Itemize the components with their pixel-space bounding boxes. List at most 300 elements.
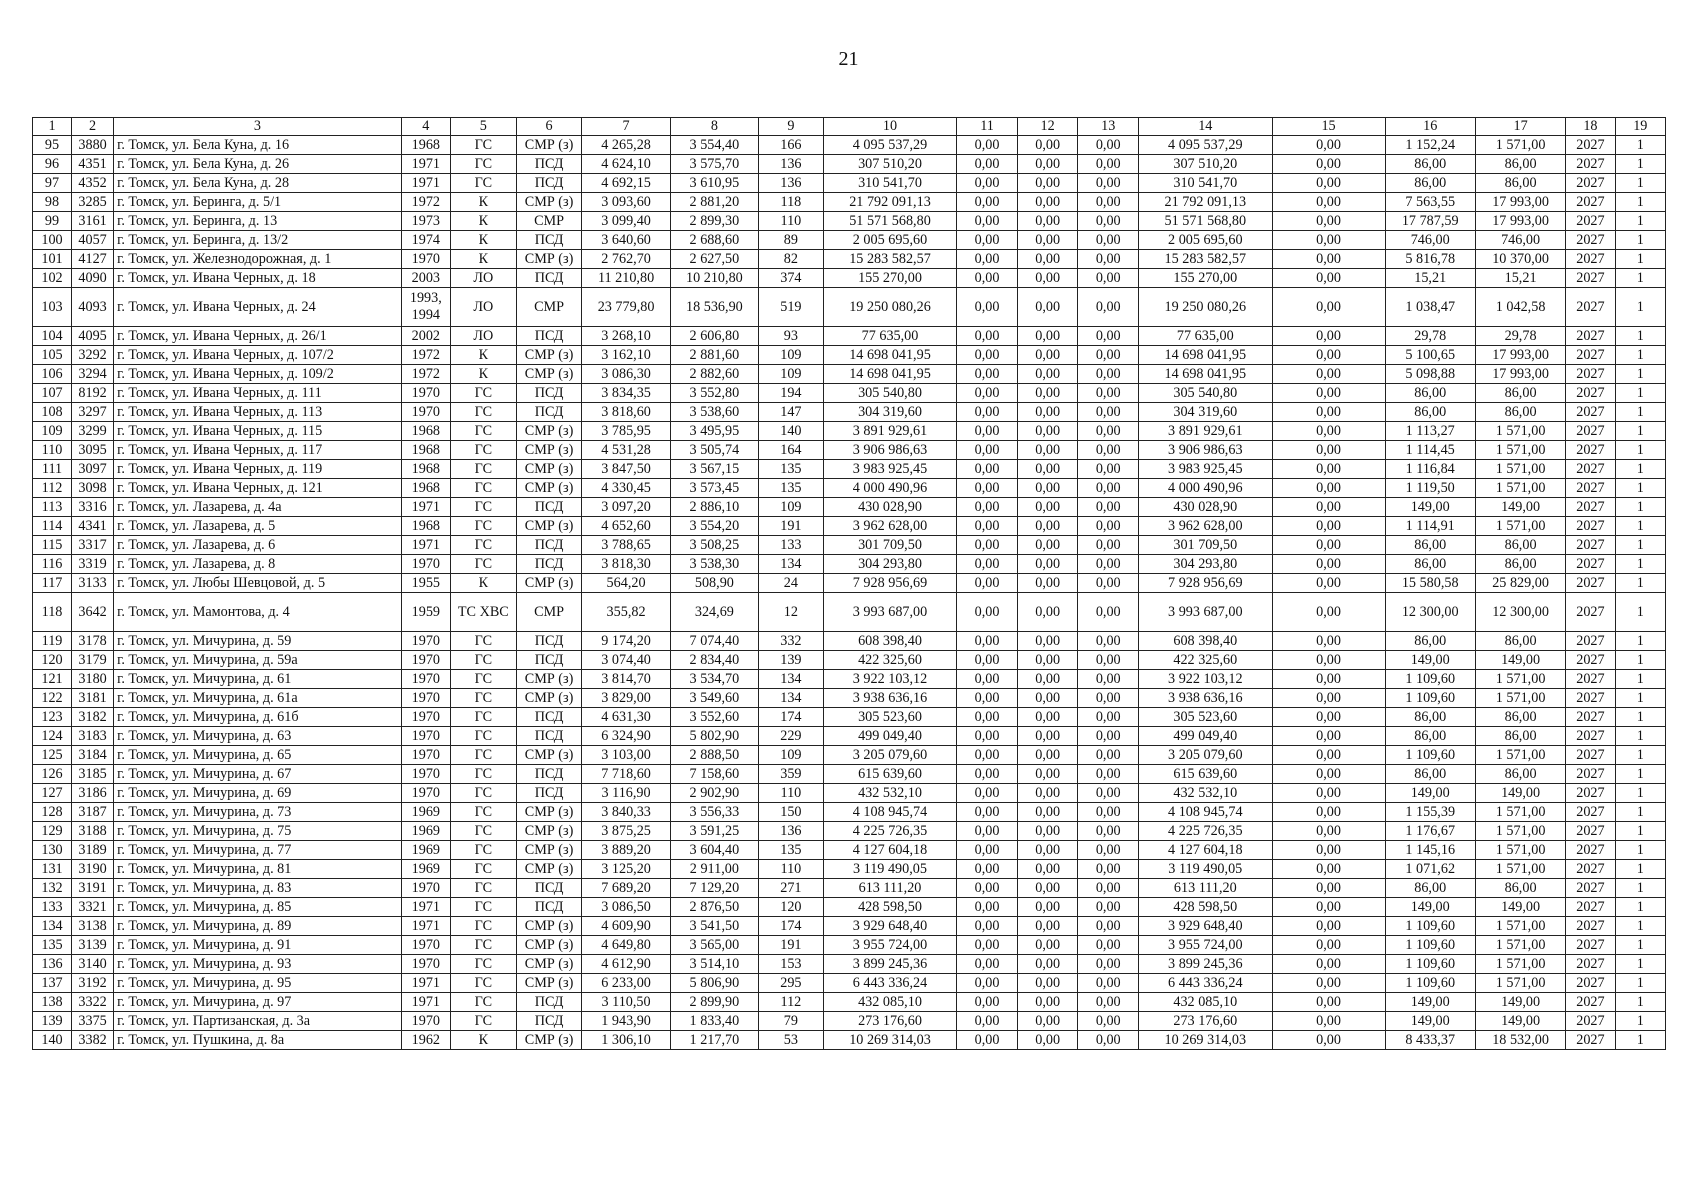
- cell-col-17: 1 042,58: [1475, 288, 1565, 327]
- cell-col-8: 1 833,40: [670, 1012, 758, 1031]
- cell-col-4: 1971: [401, 974, 450, 993]
- cell-col-7: 1 306,10: [582, 1031, 670, 1050]
- cell-col-19: 1: [1615, 841, 1665, 860]
- cell-col-4: 1973: [401, 212, 450, 231]
- cell-col-5: ГС: [450, 879, 516, 898]
- cell-col-13: 0,00: [1078, 536, 1139, 555]
- cell-col-8: 3 514,10: [670, 955, 758, 974]
- cell-col-8: 3 567,15: [670, 460, 758, 479]
- column-header-4: 4: [401, 118, 450, 136]
- cell-col-5: ГС: [450, 422, 516, 441]
- cell-col-6: СМР (з): [516, 1031, 582, 1050]
- cell-col-2: 4127: [72, 250, 114, 269]
- cell-col-2: 3179: [72, 651, 114, 670]
- cell-col-10: 4 095 537,29: [823, 136, 957, 155]
- table-row: [33, 517, 1666, 536]
- cell-col-1: 107: [33, 384, 72, 403]
- table-row: [33, 860, 1666, 879]
- table-row: [33, 441, 1666, 460]
- cell-col-18: 2027: [1566, 479, 1615, 498]
- cell-col-6: СМР (з): [516, 517, 582, 536]
- cell-col-6: СМР: [516, 593, 582, 632]
- cell-col-17: 1 571,00: [1475, 822, 1565, 841]
- cell-col-13: 0,00: [1078, 460, 1139, 479]
- cell-col-10: 428 598,50: [823, 898, 957, 917]
- cell-col-6: СМР (з): [516, 193, 582, 212]
- cell-col-5: ГС: [450, 441, 516, 460]
- cell-col-3: г. Томск, ул. Лазарева, д. 6: [114, 536, 402, 555]
- cell-col-11: 0,00: [957, 632, 1018, 651]
- table-row: [33, 422, 1666, 441]
- column-header-3: 3: [114, 118, 402, 136]
- cell-col-18: 2027: [1566, 708, 1615, 727]
- cell-col-6: СМР (з): [516, 822, 582, 841]
- cell-col-4: 1969: [401, 803, 450, 822]
- cell-col-11: 0,00: [957, 403, 1018, 422]
- cell-col-9: 150: [759, 803, 824, 822]
- cell-col-3: г. Томск, ул. Мамонтова, д. 4: [114, 593, 402, 632]
- cell-col-14: 21 792 091,13: [1139, 193, 1273, 212]
- cell-col-19: 1: [1615, 803, 1665, 822]
- cell-col-15: 0,00: [1272, 879, 1385, 898]
- cell-col-5: ГС: [450, 632, 516, 651]
- cell-col-14: 4 225 726,35: [1139, 822, 1273, 841]
- cell-col-8: 3 534,70: [670, 670, 758, 689]
- column-header-11: 11: [957, 118, 1018, 136]
- cell-col-15: 0,00: [1272, 231, 1385, 250]
- cell-col-19: 1: [1615, 936, 1665, 955]
- table-row: [33, 269, 1666, 288]
- cell-col-14: 6 443 336,24: [1139, 974, 1273, 993]
- cell-col-19: 1: [1615, 822, 1665, 841]
- cell-col-1: 113: [33, 498, 72, 517]
- cell-col-15: 0,00: [1272, 746, 1385, 765]
- cell-col-5: ГС: [450, 479, 516, 498]
- cell-col-10: 4 108 945,74: [823, 803, 957, 822]
- cell-col-17: 1 571,00: [1475, 422, 1565, 441]
- cell-col-8: 2 606,80: [670, 327, 758, 346]
- cell-col-6: СМР (з): [516, 955, 582, 974]
- cell-col-9: 24: [759, 574, 824, 593]
- cell-col-3: г. Томск, ул. Мичурина, д. 59: [114, 632, 402, 651]
- cell-col-2: 3178: [72, 632, 114, 651]
- cell-col-16: 15,21: [1385, 269, 1475, 288]
- cell-col-1: 109: [33, 422, 72, 441]
- cell-col-6: ПСД: [516, 498, 582, 517]
- table-row: [33, 460, 1666, 479]
- cell-col-13: 0,00: [1078, 212, 1139, 231]
- cell-col-12: 0,00: [1017, 689, 1078, 708]
- cell-col-11: 0,00: [957, 517, 1018, 536]
- cell-col-3: г. Томск, ул. Ивана Черных, д. 26/1: [114, 327, 402, 346]
- cell-col-17: 1 571,00: [1475, 955, 1565, 974]
- cell-col-17: 86,00: [1475, 155, 1565, 174]
- cell-col-5: ГС: [450, 993, 516, 1012]
- cell-col-5: ГС: [450, 536, 516, 555]
- cell-col-4: 1970: [401, 670, 450, 689]
- table-row: [33, 784, 1666, 803]
- cell-col-8: 2 876,50: [670, 898, 758, 917]
- cell-col-2: 3161: [72, 212, 114, 231]
- cell-col-9: 109: [759, 346, 824, 365]
- cell-col-9: 12: [759, 593, 824, 632]
- cell-col-6: СМР (з): [516, 441, 582, 460]
- cell-col-9: 139: [759, 651, 824, 670]
- cell-col-2: 4352: [72, 174, 114, 193]
- table-row: [33, 841, 1666, 860]
- cell-col-16: 17 787,59: [1385, 212, 1475, 231]
- cell-col-1: 110: [33, 441, 72, 460]
- cell-col-6: СМР (з): [516, 479, 582, 498]
- cell-col-19: 1: [1615, 689, 1665, 708]
- cell-col-2: 4093: [72, 288, 114, 327]
- cell-col-12: 0,00: [1017, 193, 1078, 212]
- cell-col-12: 0,00: [1017, 555, 1078, 574]
- cell-col-8: 3 575,70: [670, 155, 758, 174]
- cell-col-5: ГС: [450, 708, 516, 727]
- column-header-8: 8: [670, 118, 758, 136]
- cell-col-14: 3 938 636,16: [1139, 689, 1273, 708]
- cell-col-11: 0,00: [957, 536, 1018, 555]
- cell-col-12: 0,00: [1017, 574, 1078, 593]
- cell-col-2: 3190: [72, 860, 114, 879]
- cell-col-16: 86,00: [1385, 174, 1475, 193]
- cell-col-14: 77 635,00: [1139, 327, 1273, 346]
- cell-col-11: 0,00: [957, 784, 1018, 803]
- cell-col-16: 86,00: [1385, 879, 1475, 898]
- cell-col-11: 0,00: [957, 727, 1018, 746]
- cell-col-2: 3880: [72, 136, 114, 155]
- cell-col-11: 0,00: [957, 136, 1018, 155]
- cell-col-3: г. Томск, ул. Мичурина, д. 95: [114, 974, 402, 993]
- cell-col-2: 3186: [72, 784, 114, 803]
- cell-col-6: СМР (з): [516, 574, 582, 593]
- column-header-10: 10: [823, 118, 957, 136]
- cell-col-18: 2027: [1566, 460, 1615, 479]
- cell-col-4: 1970: [401, 689, 450, 708]
- cell-col-14: 4 108 945,74: [1139, 803, 1273, 822]
- cell-col-3: г. Томск, ул. Мичурина, д. 73: [114, 803, 402, 822]
- cell-col-13: 0,00: [1078, 479, 1139, 498]
- cell-col-1: 103: [33, 288, 72, 327]
- cell-col-16: 1 109,60: [1385, 974, 1475, 993]
- cell-col-11: 0,00: [957, 288, 1018, 327]
- column-header-7: 7: [582, 118, 670, 136]
- cell-col-15: 0,00: [1272, 212, 1385, 231]
- cell-col-1: 118: [33, 593, 72, 632]
- cell-col-10: 432 532,10: [823, 784, 957, 803]
- cell-col-19: 1: [1615, 593, 1665, 632]
- cell-col-6: СМР (з): [516, 974, 582, 993]
- cell-col-18: 2027: [1566, 993, 1615, 1012]
- cell-col-18: 2027: [1566, 193, 1615, 212]
- cell-col-11: 0,00: [957, 498, 1018, 517]
- cell-col-17: 149,00: [1475, 1012, 1565, 1031]
- cell-col-16: 1 109,60: [1385, 917, 1475, 936]
- cell-col-15: 0,00: [1272, 803, 1385, 822]
- cell-col-6: ПСД: [516, 765, 582, 784]
- cell-col-14: 608 398,40: [1139, 632, 1273, 651]
- table-row: [33, 288, 1666, 327]
- cell-col-7: 6 233,00: [582, 974, 670, 993]
- cell-col-9: 135: [759, 479, 824, 498]
- cell-col-4: 1971: [401, 917, 450, 936]
- cell-col-1: 134: [33, 917, 72, 936]
- cell-col-6: ПСД: [516, 174, 582, 193]
- cell-col-18: 2027: [1566, 517, 1615, 536]
- cell-col-15: 0,00: [1272, 384, 1385, 403]
- cell-col-16: 1 071,62: [1385, 860, 1475, 879]
- cell-col-15: 0,00: [1272, 155, 1385, 174]
- cell-col-1: 135: [33, 936, 72, 955]
- cell-col-12: 0,00: [1017, 250, 1078, 269]
- cell-col-6: ПСД: [516, 898, 582, 917]
- cell-col-7: 3 099,40: [582, 212, 670, 231]
- cell-col-8: 3 541,50: [670, 917, 758, 936]
- cell-col-10: 2 005 695,60: [823, 231, 957, 250]
- cell-col-16: 1 152,24: [1385, 136, 1475, 155]
- cell-col-13: 0,00: [1078, 860, 1139, 879]
- cell-col-13: 0,00: [1078, 1031, 1139, 1050]
- cell-col-4: 1968: [401, 479, 450, 498]
- cell-col-5: ГС: [450, 689, 516, 708]
- cell-col-1: 106: [33, 365, 72, 384]
- cell-col-14: 3 983 925,45: [1139, 460, 1273, 479]
- cell-col-9: 79: [759, 1012, 824, 1031]
- cell-col-18: 2027: [1566, 555, 1615, 574]
- cell-col-12: 0,00: [1017, 879, 1078, 898]
- cell-col-10: 14 698 041,95: [823, 346, 957, 365]
- cell-col-8: 3 554,40: [670, 136, 758, 155]
- cell-col-12: 0,00: [1017, 346, 1078, 365]
- cell-col-7: 2 762,70: [582, 250, 670, 269]
- cell-col-16: 149,00: [1385, 1012, 1475, 1031]
- cell-col-5: К: [450, 1031, 516, 1050]
- table-row: [33, 384, 1666, 403]
- table-row: [33, 327, 1666, 346]
- cell-col-6: СМР (з): [516, 365, 582, 384]
- cell-col-19: 1: [1615, 346, 1665, 365]
- cell-col-19: 1: [1615, 1031, 1665, 1050]
- cell-col-16: 149,00: [1385, 498, 1475, 517]
- cell-col-16: 8 433,37: [1385, 1031, 1475, 1050]
- cell-col-5: ГС: [450, 174, 516, 193]
- cell-col-4: 1970: [401, 765, 450, 784]
- cell-col-13: 0,00: [1078, 974, 1139, 993]
- cell-col-14: 3 906 986,63: [1139, 441, 1273, 460]
- cell-col-7: 4 609,90: [582, 917, 670, 936]
- cell-col-14: 273 176,60: [1139, 1012, 1273, 1031]
- cell-col-16: 1 109,60: [1385, 955, 1475, 974]
- cell-col-16: 1 038,47: [1385, 288, 1475, 327]
- cell-col-14: 3 929 648,40: [1139, 917, 1273, 936]
- cell-col-9: 295: [759, 974, 824, 993]
- cell-col-7: 3 814,70: [582, 670, 670, 689]
- cell-col-1: 122: [33, 689, 72, 708]
- cell-col-3: г. Томск, ул. Беринга, д. 5/1: [114, 193, 402, 212]
- cell-col-2: 4341: [72, 517, 114, 536]
- cell-col-9: 359: [759, 765, 824, 784]
- cell-col-19: 1: [1615, 288, 1665, 327]
- cell-col-5: ГС: [450, 384, 516, 403]
- cell-col-4: 2003: [401, 269, 450, 288]
- table-row: [33, 365, 1666, 384]
- cell-col-12: 0,00: [1017, 898, 1078, 917]
- cell-col-4: 1955: [401, 574, 450, 593]
- table-row: [33, 250, 1666, 269]
- cell-col-7: 3 829,00: [582, 689, 670, 708]
- cell-col-7: 3 116,90: [582, 784, 670, 803]
- cell-col-14: 613 111,20: [1139, 879, 1273, 898]
- cell-col-7: 3 818,30: [582, 555, 670, 574]
- cell-col-14: 15 283 582,57: [1139, 250, 1273, 269]
- cell-col-9: 191: [759, 936, 824, 955]
- cell-col-4: 1972: [401, 193, 450, 212]
- cell-col-15: 0,00: [1272, 993, 1385, 1012]
- cell-col-11: 0,00: [957, 708, 1018, 727]
- cell-col-10: 432 085,10: [823, 993, 957, 1012]
- cell-col-12: 0,00: [1017, 384, 1078, 403]
- cell-col-2: 3642: [72, 593, 114, 632]
- cell-col-19: 1: [1615, 993, 1665, 1012]
- cell-col-7: 9 174,20: [582, 632, 670, 651]
- cell-col-10: 6 443 336,24: [823, 974, 957, 993]
- cell-col-1: 108: [33, 403, 72, 422]
- cell-col-7: 3 125,20: [582, 860, 670, 879]
- cell-col-12: 0,00: [1017, 536, 1078, 555]
- cell-col-10: 3 906 986,63: [823, 441, 957, 460]
- cell-col-18: 2027: [1566, 155, 1615, 174]
- cell-col-4: 1968: [401, 441, 450, 460]
- cell-col-14: 19 250 080,26: [1139, 288, 1273, 327]
- cell-col-5: ГС: [450, 651, 516, 670]
- cell-col-17: 1 571,00: [1475, 479, 1565, 498]
- cell-col-18: 2027: [1566, 346, 1615, 365]
- cell-col-11: 0,00: [957, 822, 1018, 841]
- cell-col-3: г. Томск, ул. Беринга, д. 13: [114, 212, 402, 231]
- cell-col-16: 86,00: [1385, 403, 1475, 422]
- cell-col-5: ГС: [450, 803, 516, 822]
- cell-col-17: 1 571,00: [1475, 517, 1565, 536]
- cell-col-13: 0,00: [1078, 231, 1139, 250]
- cell-col-2: 3316: [72, 498, 114, 517]
- cell-col-13: 0,00: [1078, 327, 1139, 346]
- cell-col-9: 134: [759, 689, 824, 708]
- cell-col-6: ПСД: [516, 708, 582, 727]
- cell-col-14: 3 119 490,05: [1139, 860, 1273, 879]
- cell-col-5: К: [450, 231, 516, 250]
- column-header-19: 19: [1615, 118, 1665, 136]
- cell-col-1: 95: [33, 136, 72, 155]
- cell-col-3: г. Томск, ул. Мичурина, д. 67: [114, 765, 402, 784]
- cell-col-2: 3191: [72, 879, 114, 898]
- cell-col-10: 4 225 726,35: [823, 822, 957, 841]
- cell-col-4: 1968: [401, 422, 450, 441]
- cell-col-8: 18 536,90: [670, 288, 758, 327]
- cell-col-15: 0,00: [1272, 708, 1385, 727]
- cell-col-6: СМР (з): [516, 860, 582, 879]
- cell-col-2: 3184: [72, 746, 114, 765]
- cell-col-7: 4 265,28: [582, 136, 670, 155]
- cell-col-17: 17 993,00: [1475, 346, 1565, 365]
- cell-col-18: 2027: [1566, 917, 1615, 936]
- cell-col-11: 0,00: [957, 955, 1018, 974]
- cell-col-16: 149,00: [1385, 898, 1475, 917]
- cell-col-2: 3180: [72, 670, 114, 689]
- cell-col-17: 86,00: [1475, 536, 1565, 555]
- cell-col-10: 155 270,00: [823, 269, 957, 288]
- cell-col-14: 499 049,40: [1139, 727, 1273, 746]
- cell-col-13: 0,00: [1078, 136, 1139, 155]
- cell-col-2: 3319: [72, 555, 114, 574]
- cell-col-4: 1971: [401, 993, 450, 1012]
- cell-col-15: 0,00: [1272, 460, 1385, 479]
- cell-col-3: г. Томск, ул. Лазарева, д. 5: [114, 517, 402, 536]
- cell-col-14: 301 709,50: [1139, 536, 1273, 555]
- cell-col-11: 0,00: [957, 1012, 1018, 1031]
- cell-col-9: 112: [759, 993, 824, 1012]
- cell-col-14: 14 698 041,95: [1139, 365, 1273, 384]
- column-header-15: 15: [1272, 118, 1385, 136]
- cell-col-1: 124: [33, 727, 72, 746]
- cell-col-5: ГС: [450, 841, 516, 860]
- cell-col-8: 3 556,33: [670, 803, 758, 822]
- cell-col-18: 2027: [1566, 136, 1615, 155]
- cell-col-10: 273 176,60: [823, 1012, 957, 1031]
- cell-col-18: 2027: [1566, 593, 1615, 632]
- cell-col-8: 3 538,30: [670, 555, 758, 574]
- cell-col-10: 7 928 956,69: [823, 574, 957, 593]
- cell-col-1: 128: [33, 803, 72, 822]
- cell-col-5: К: [450, 346, 516, 365]
- cell-col-12: 0,00: [1017, 765, 1078, 784]
- cell-col-11: 0,00: [957, 479, 1018, 498]
- cell-col-3: г. Томск, ул. Мичурина, д. 63: [114, 727, 402, 746]
- cell-col-6: ПСД: [516, 1012, 582, 1031]
- cell-col-13: 0,00: [1078, 784, 1139, 803]
- table-row: [33, 974, 1666, 993]
- cell-col-18: 2027: [1566, 1031, 1615, 1050]
- cell-col-15: 0,00: [1272, 422, 1385, 441]
- cell-col-14: 3 899 245,36: [1139, 955, 1273, 974]
- cell-col-18: 2027: [1566, 365, 1615, 384]
- cell-col-17: 1 571,00: [1475, 860, 1565, 879]
- table-row: [33, 212, 1666, 231]
- cell-col-13: 0,00: [1078, 269, 1139, 288]
- cell-col-18: 2027: [1566, 898, 1615, 917]
- cell-col-15: 0,00: [1272, 727, 1385, 746]
- cell-col-6: ПСД: [516, 536, 582, 555]
- cell-col-5: ГС: [450, 155, 516, 174]
- cell-col-2: 3292: [72, 346, 114, 365]
- cell-col-15: 0,00: [1272, 822, 1385, 841]
- table-row: [33, 346, 1666, 365]
- cell-col-4: 1970: [401, 784, 450, 803]
- cell-col-13: 0,00: [1078, 250, 1139, 269]
- cell-col-8: 508,90: [670, 574, 758, 593]
- cell-col-13: 0,00: [1078, 879, 1139, 898]
- cell-col-13: 0,00: [1078, 346, 1139, 365]
- cell-col-1: 111: [33, 460, 72, 479]
- cell-col-17: 17 993,00: [1475, 365, 1565, 384]
- table-row: [33, 479, 1666, 498]
- cell-col-14: 7 928 956,69: [1139, 574, 1273, 593]
- cell-col-1: 139: [33, 1012, 72, 1031]
- cell-col-13: 0,00: [1078, 365, 1139, 384]
- cell-col-17: 149,00: [1475, 898, 1565, 917]
- cell-col-4: 1970: [401, 936, 450, 955]
- cell-col-9: 109: [759, 746, 824, 765]
